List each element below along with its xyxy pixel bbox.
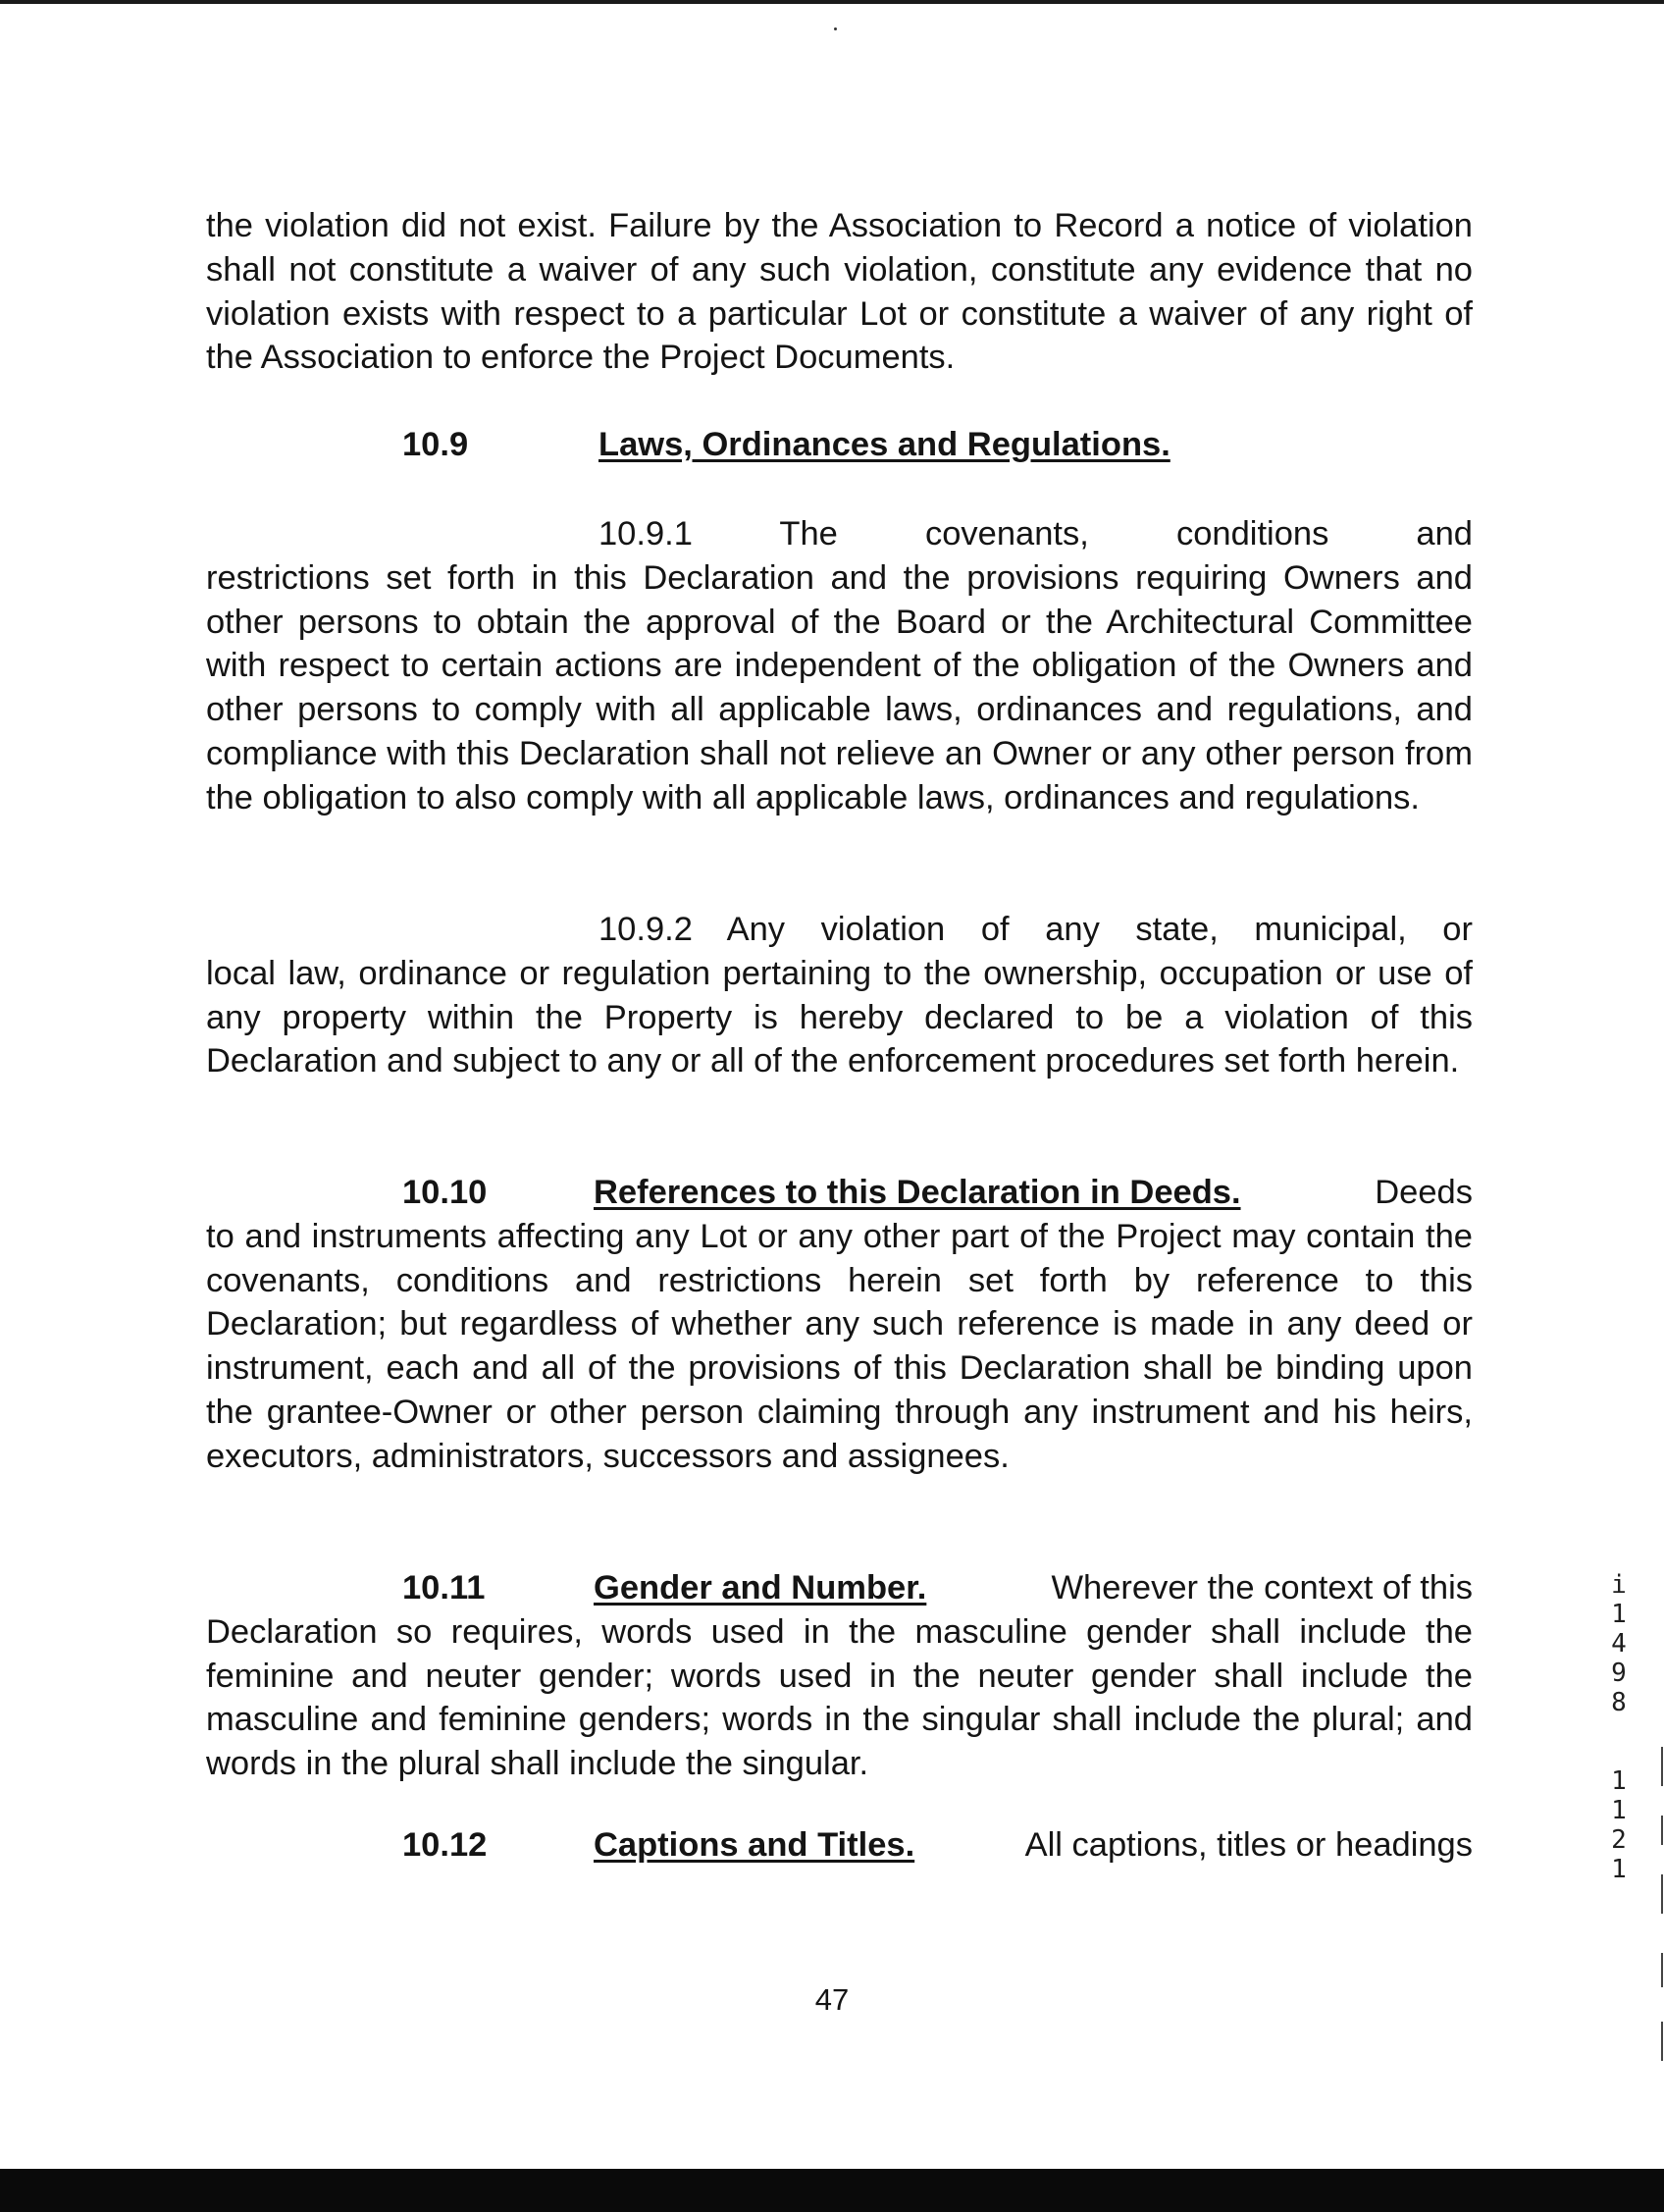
stamp-digit: 8 — [1611, 1688, 1627, 1717]
subsection-10-9-1 — [206, 512, 1473, 820]
stamp-digit: 4 — [1611, 1629, 1627, 1659]
scan-edge-mark — [1661, 1874, 1663, 1914]
margin-stamp-group-a — [1604, 1570, 1634, 1717]
stamp-digit: 1 — [1611, 1796, 1627, 1825]
section-lead-text: Wherever the context of this — [1051, 1569, 1473, 1606]
scan-edge-mark — [1661, 1747, 1663, 1786]
stamp-digit: 1 — [1611, 1855, 1627, 1884]
section-heading-line — [206, 1823, 1473, 1868]
section-body: to and instruments affecting any Lot or any other part of the Project may contain the covenants, conditions and restrictions herein set forth by reference to this Declaration; but regardless of whether any such reference is made in any deed or instrument, each and all of the provisions of this Declaration shall be binding upon the grantee-Owner or other person claiming through any instrument and his heirs, executors, administrators, successors and assignees. — [206, 1217, 1473, 1475]
subsection-first-line: 10.9.2 Any violation of any state, municipal, or — [598, 911, 1473, 948]
section-body: Declaration so requires, words used in the masculine gender shall include the feminine and neuter gender; words used in the neuter gender shall include the masculine and feminine genders; words in the singular shall include the plural; and words in the plural shall include the singular. — [206, 1612, 1473, 1783]
scan-edge-mark — [1661, 2022, 1663, 2061]
section-heading-line — [206, 1171, 1473, 1215]
section-number: 10.11 — [402, 1569, 486, 1606]
stamp-digit: 1 — [1611, 1766, 1627, 1796]
section-10-12 — [206, 1823, 1473, 1868]
scan-edge-mark — [1661, 1816, 1663, 1845]
section-title: Gender and Number. — [594, 1569, 927, 1606]
scan-bottom-border — [0, 2169, 1664, 2212]
scan-top-border — [0, 0, 1664, 4]
scan-speck — [834, 27, 837, 30]
subsection-body: restrictions set forth in this Declaration and the provisions requiring Owners and other persons to obtain the approval of the Board or the Architectural Committee with respect to certain actions are independent of the obligation of the Owners and other persons to comply with all applicable laws, ordinances and regulations, and compliance with this Declaration shall not relieve an Owner or any other person from the obligation to also comply with all applicable laws, ordinances and regulations. — [206, 558, 1473, 816]
stamp-digit: 1 — [1611, 1600, 1627, 1629]
section-heading-line — [206, 1566, 1473, 1610]
intro-paragraph: the violation did not exist. Failure by the Association to Record a notice of violation shall not constitute a waiver of any such violation, constitute any evidence that no violation exists with respect to a particular Lot or constitute a waiver of any right of the Association to enforce the Project Documents. — [206, 207, 1473, 377]
section-number: 10.10 — [402, 1174, 488, 1211]
subsection-body: local law, ordinance or regulation pertaining to the ownership, occupation or use of any property within the Property is hereby declared to be a violation of this Declaration and subject to any or all of the enforcement procedures set forth herein. — [206, 954, 1473, 1080]
subsection-10-9-2 — [206, 908, 1473, 1083]
section-title: Laws, Ordinances and Regulations. — [598, 426, 1170, 463]
section-10-11 — [206, 1566, 1473, 1786]
section-number: 10.9 — [402, 426, 469, 463]
section-lead-text: Deeds — [1375, 1174, 1473, 1211]
stamp-digit: 9 — [1611, 1659, 1627, 1688]
scan-edge-mark — [1661, 1953, 1663, 1987]
page-number: 47 — [814, 1982, 850, 2017]
section-10-10 — [206, 1171, 1473, 1479]
section-title: Captions and Titles. — [594, 1826, 915, 1864]
stamp-digit: i — [1611, 1570, 1627, 1600]
section-title: References to this Declaration in Deeds. — [594, 1174, 1241, 1211]
stamp-digit: 2 — [1611, 1825, 1627, 1855]
margin-stamp-group-b — [1604, 1766, 1634, 1884]
section-number: 10.12 — [402, 1826, 488, 1864]
subsection-first-line: 10.9.1 The covenants, conditions and — [598, 515, 1473, 553]
section-lead-text: All captions, titles or headings — [1024, 1826, 1473, 1864]
